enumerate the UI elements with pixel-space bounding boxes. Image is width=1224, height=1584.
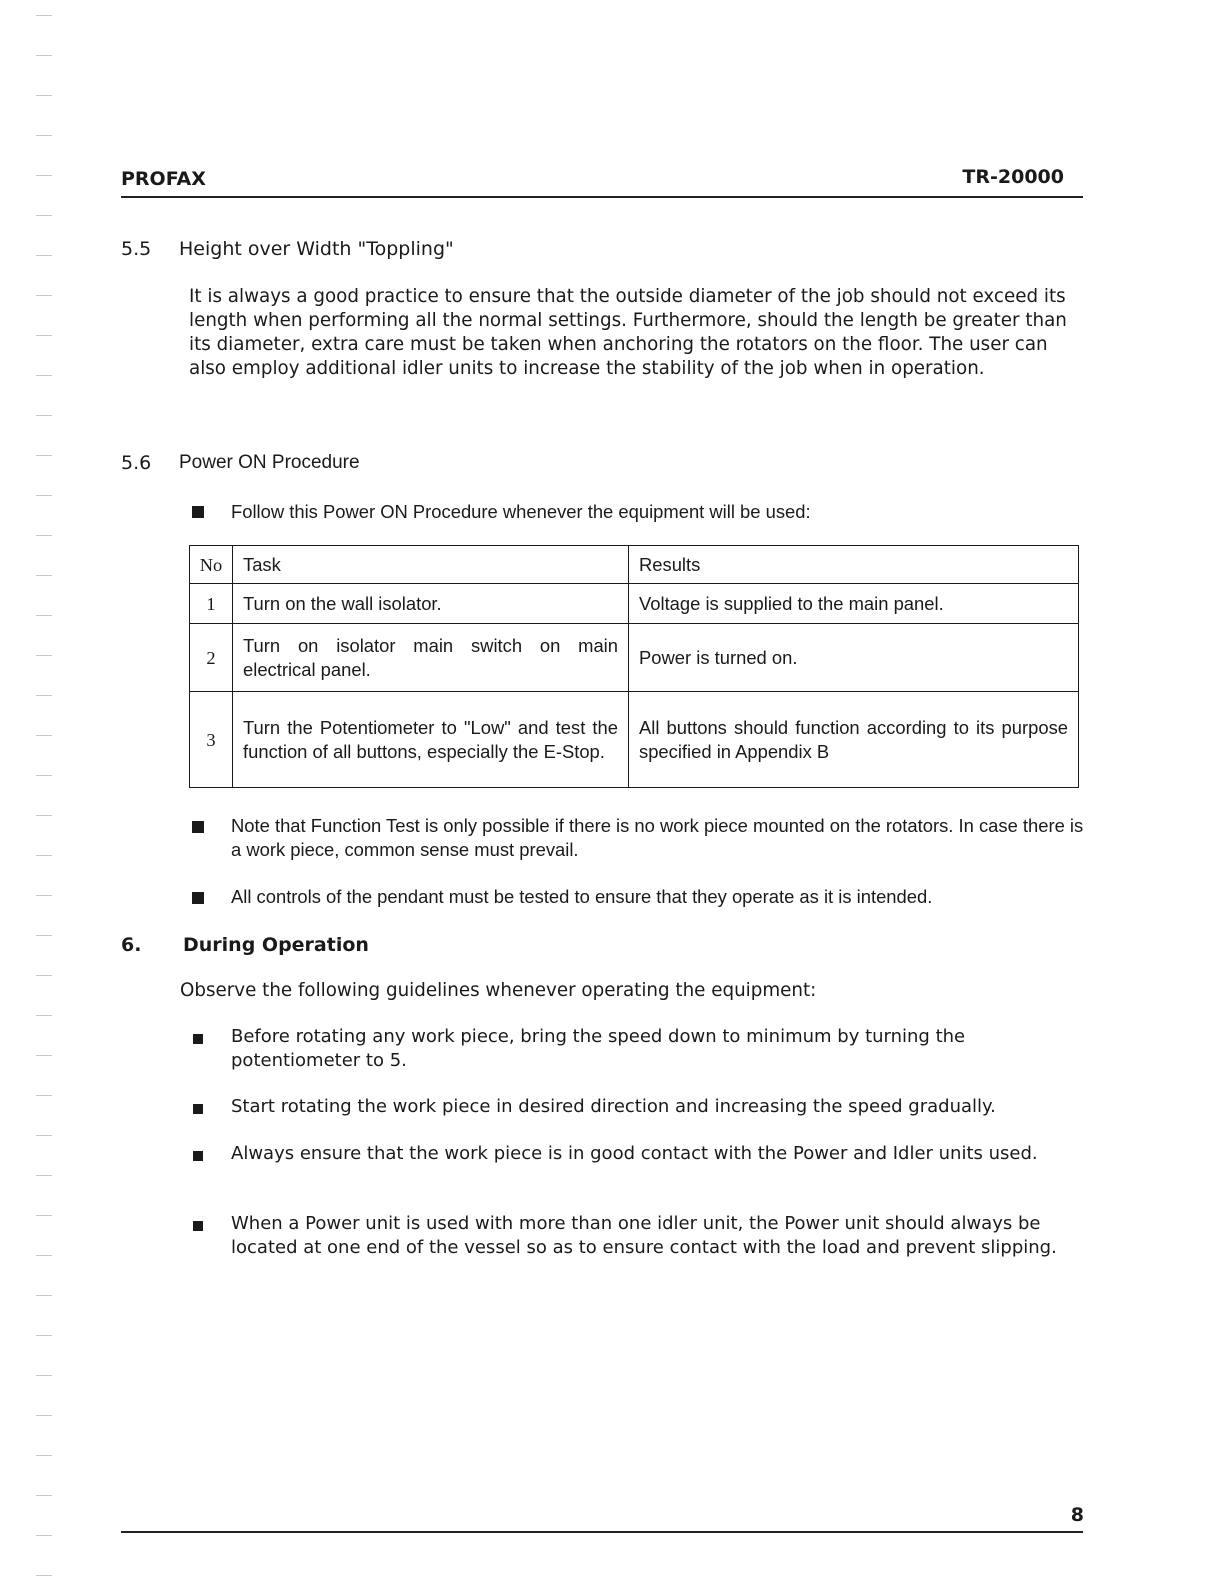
table-row: [190, 624, 1079, 692]
header-model: TR-20000: [962, 166, 1064, 188]
binder-mark: [36, 1135, 52, 1136]
table-cell-task: Turn the Potentiometer to "Low" and test the function of all buttons, especially the E-Stop.: [233, 692, 629, 788]
section-5-6-number: 5.6: [121, 452, 152, 474]
operation-bullet: When a Power unit is used with more than one idler unit, the Power unit should always be located at one end of the vessel so as to ensure contact with the load and prevent slipping.: [231, 1213, 1057, 1258]
bullet-marker: [192, 506, 204, 518]
binder-mark: [36, 1415, 52, 1416]
binder-mark: [36, 15, 52, 16]
operation-bullet: Start rotating the work piece in desired direction and increasing the speed gradually.: [231, 1096, 996, 1117]
binder-mark: [36, 935, 52, 936]
binder-mark: [36, 655, 52, 656]
table-row: [190, 692, 1079, 788]
binder-mark: [36, 535, 52, 536]
binder-mark: [36, 1215, 52, 1216]
page-number: 8: [1070, 1504, 1084, 1526]
binder-mark: [36, 1255, 52, 1256]
binder-mark: [36, 215, 52, 216]
binder-mark: [36, 1375, 52, 1376]
binder-mark: [36, 95, 52, 96]
binder-mark: [36, 135, 52, 136]
bullet-marker: [193, 1221, 203, 1231]
bullet-marker: [192, 892, 204, 904]
binder-mark: [36, 975, 52, 976]
binder-marks: [30, 0, 60, 1584]
table-header-row: [190, 546, 1079, 584]
binder-mark: [36, 55, 52, 56]
note-bullet-pendant: All controls of the pendant must be tested to ensure that they operate as it is intended.: [231, 886, 933, 907]
binder-mark: [36, 1055, 52, 1056]
table-cell-no: 2: [190, 624, 233, 692]
binder-mark: [36, 1535, 52, 1536]
binder-mark: [36, 255, 52, 256]
section-6-title: During Operation: [183, 934, 369, 956]
section-5-6-intro-bullet: Follow this Power ON Procedure whenever the equipment will be used:: [231, 501, 811, 522]
binder-mark: [36, 615, 52, 616]
section-6-intro: Observe the following guidelines whenever operating the equipment:: [180, 980, 817, 1001]
section-5-6-title: Power ON Procedure: [179, 452, 360, 473]
section-5-5-body: It is always a good practice to ensure that the outside diameter of the job should not exceed its length when performing all the normal settings. Furthermore, should the length be greater than its diameter, extra care must be taken when anchoring the rotators on the floor. The user can also employ additional idler units to increase the stability of the job when in operation.: [189, 286, 1067, 379]
binder-mark: [36, 455, 52, 456]
operation-bullet: Before rotating any work piece, bring the speed down to minimum by turning the potentiometer to 5.: [231, 1026, 966, 1071]
binder-mark: [36, 1575, 52, 1576]
table-cell-task: Turn on isolator main switch on main electrical panel.: [233, 624, 629, 692]
bullet-marker: [193, 1034, 203, 1044]
table-row: [190, 584, 1079, 624]
footer-rule: [121, 1531, 1083, 1533]
binder-mark: [36, 1335, 52, 1336]
section-5-5-number: 5.5: [121, 238, 152, 260]
binder-mark: [36, 1295, 52, 1296]
bullet-marker: [193, 1104, 203, 1114]
table-header-task: Task: [233, 546, 629, 584]
section-5-5-title: Height over Width "Toppling": [179, 238, 454, 260]
binder-mark: [36, 375, 52, 376]
binder-mark: [36, 735, 52, 736]
header-title: PROFAX: [121, 168, 206, 190]
section-6-number: 6.: [121, 934, 142, 956]
binder-mark: [36, 175, 52, 176]
binder-mark: [36, 295, 52, 296]
bullet-marker: [192, 821, 204, 833]
binder-mark: [36, 495, 52, 496]
table-cell-result: All buttons should function according to its purpose specified in Appendix B: [629, 692, 1079, 788]
table-cell-result: Voltage is supplied to the main panel.: [629, 584, 1079, 624]
operation-bullet: Always ensure that the work piece is in good contact with the Power and Idler units used.: [231, 1143, 1038, 1164]
binder-mark: [36, 1455, 52, 1456]
table-cell-task: Turn on the wall isolator.: [233, 584, 629, 624]
table-cell-result: Power is turned on.: [629, 624, 1079, 692]
binder-mark: [36, 855, 52, 856]
bullet-marker: [193, 1151, 203, 1161]
table-header-results: Results: [629, 546, 1079, 584]
binder-mark: [36, 1495, 52, 1496]
binder-mark: [36, 335, 52, 336]
binder-mark: [36, 575, 52, 576]
table-header-no: No: [190, 546, 233, 584]
table-cell-no: 3: [190, 692, 233, 788]
binder-mark: [36, 415, 52, 416]
binder-mark: [36, 1095, 52, 1096]
binder-mark: [36, 775, 52, 776]
table-cell-no: 1: [190, 584, 233, 624]
power-on-table: [189, 545, 1079, 788]
binder-mark: [36, 695, 52, 696]
binder-mark: [36, 1015, 52, 1016]
binder-mark: [36, 815, 52, 816]
binder-mark: [36, 895, 52, 896]
binder-mark: [36, 1175, 52, 1176]
header-rule: [121, 196, 1083, 198]
note-bullet-function-test: Note that Function Test is only possible if there is no work piece mounted on the rotators. In case there is a work piece, common sense must prevail.: [231, 815, 1084, 860]
